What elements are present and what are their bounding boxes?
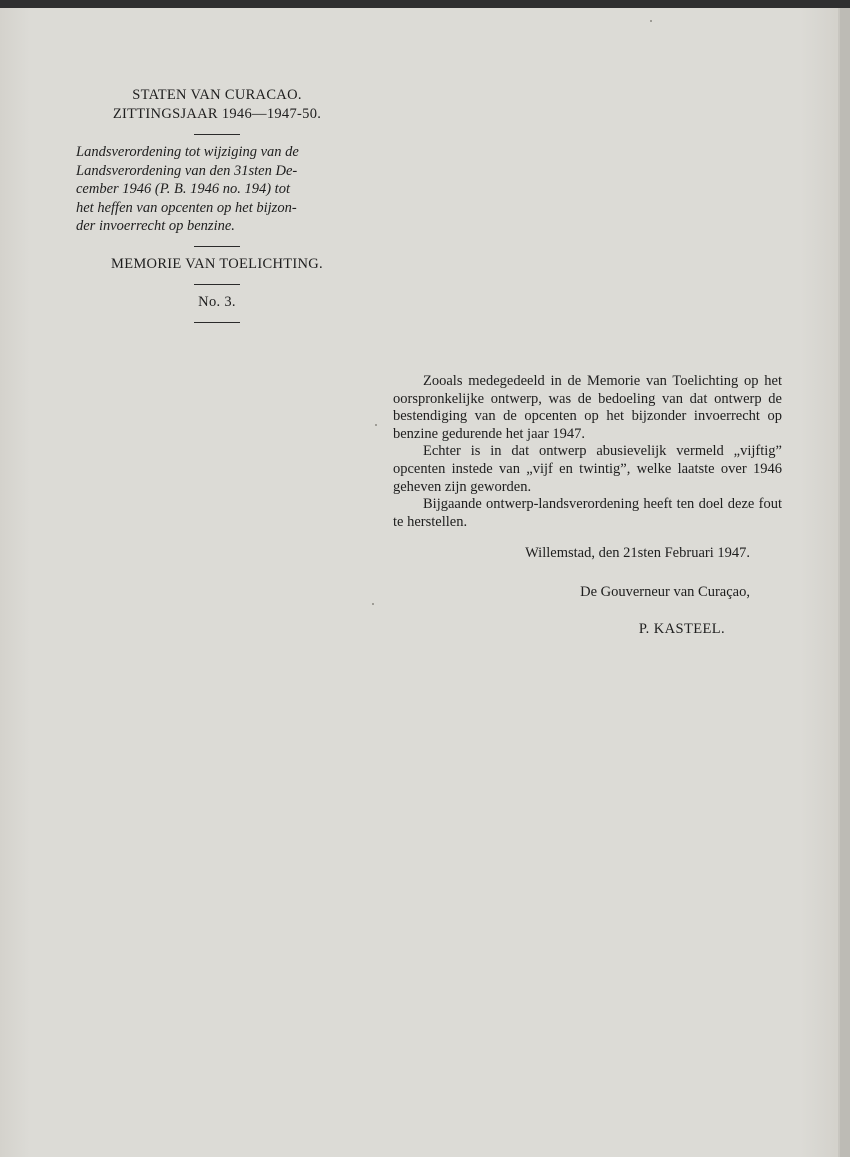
paper-speck — [372, 603, 374, 605]
ordinance-title-line: der invoerrecht op benzine. — [76, 218, 235, 234]
ordinance-title-line: Landsverordening van den 31sten De- — [76, 162, 298, 179]
explanatory-text — [393, 373, 782, 531]
divider-rule — [194, 246, 240, 247]
signature-name: P. KASTEEL. — [638, 621, 725, 637]
place-date: Willemstad, den 21sten Februari 1947. — [525, 545, 750, 561]
ordinance-title-line: het heffen van opcenten op het bijzon- — [76, 199, 297, 216]
body-paragraph: Echter is in dat ontwerp abusievelijk vermeld „vijftig” opcenten instede van „vijf en twintig”, welke laatste over 1946 geheven zijn geworden. — [393, 443, 782, 495]
page-edge — [840, 8, 850, 1157]
body-paragraph: Zooals medegedeeld in de Memorie van Toelichting op het oorspronkelijke ontwerp, was de bedoeling van dat ontwerp de bestendiging van de opcenten op het bijzonder invoerrecht op benzine gedurende het jaar 1947. — [393, 373, 782, 442]
divider-rule — [194, 284, 240, 285]
ordinance-title-line: Landsverordening tot wijziging van de — [76, 144, 299, 160]
document-header — [72, 86, 362, 331]
divider-rule — [194, 134, 240, 135]
session-year: ZITTINGSJAAR 1946—1947-50. — [112, 106, 322, 122]
divider-rule — [194, 322, 240, 323]
ordinance-title-line: cember 1946 (P. B. 1946 no. 194) tot — [76, 181, 290, 197]
document-number: No. 3. — [198, 293, 236, 310]
signatory-title: De Gouverneur van Curaçao, — [580, 584, 750, 600]
paper-speck — [375, 424, 377, 426]
document-type: MEMORIE VAN TOELICHTING. — [111, 255, 323, 272]
institution-name: STATEN VAN CURACAO. — [132, 87, 302, 103]
body-paragraph: Bijgaande ontwerp-landsverordening heeft ten doel deze fout te herstellen. — [393, 496, 782, 530]
paper-speck — [650, 20, 652, 22]
ordinance-title — [72, 143, 362, 236]
